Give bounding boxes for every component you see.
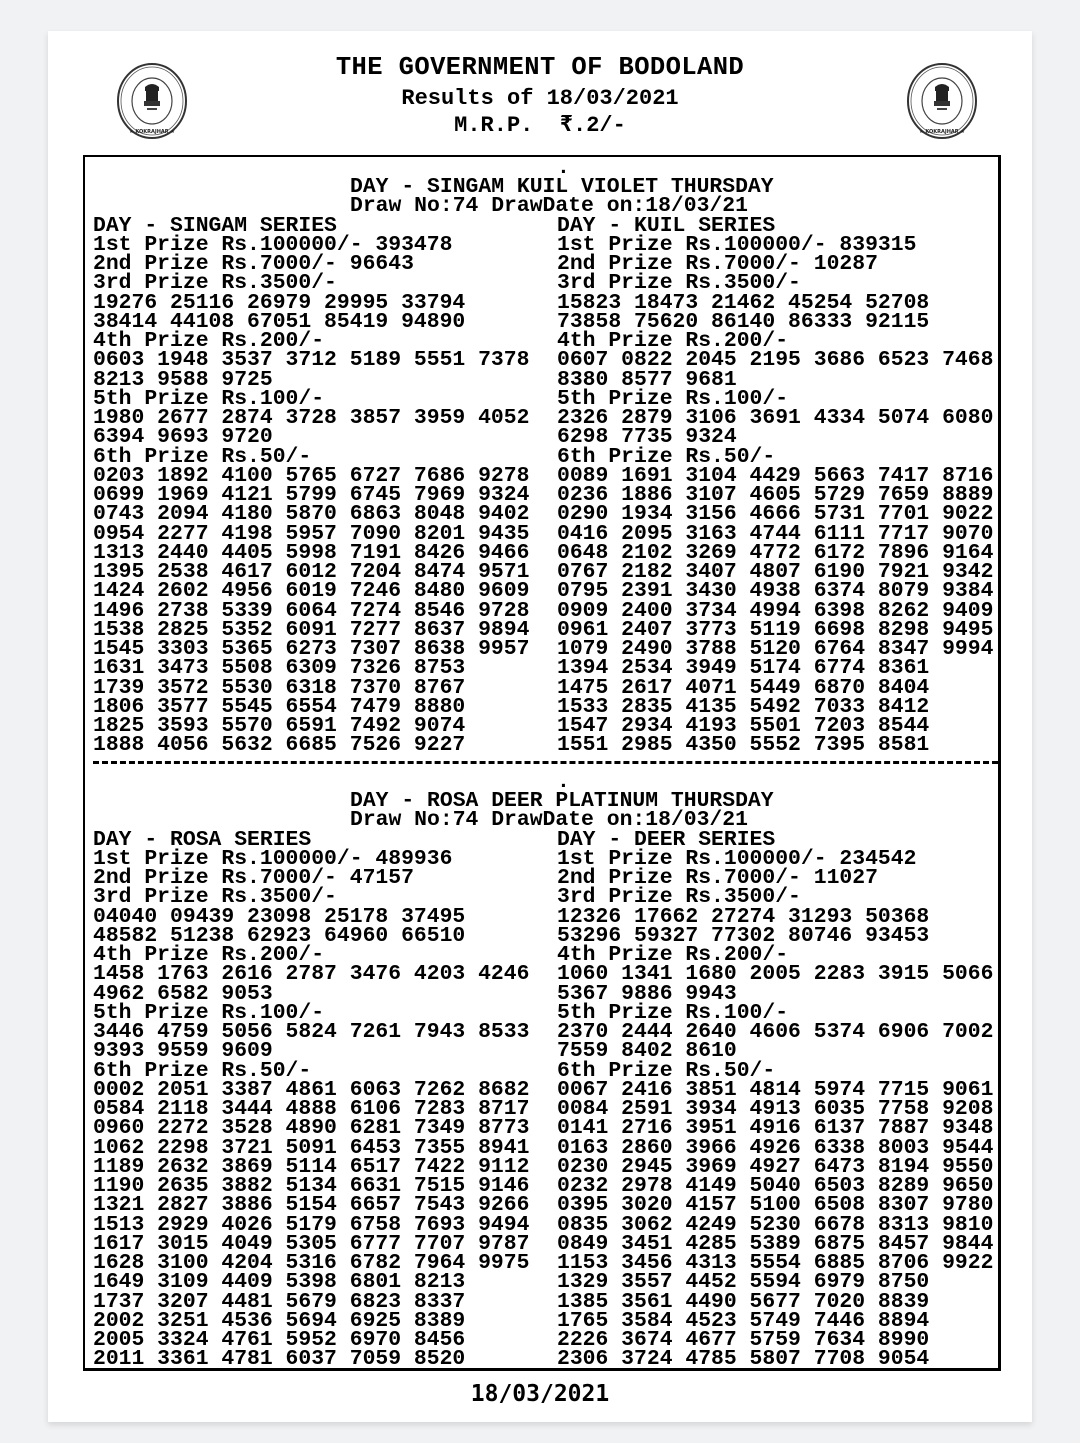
mrp-price: M.R.P. ₹.2/- xyxy=(454,113,626,138)
sixth-prize-numbers: 0163 2860 3966 4926 6338 8003 9544 xyxy=(557,1135,994,1160)
fifth-prize-numbers: 2326 2879 3106 3691 4334 5074 6080 xyxy=(557,406,994,430)
third-prize-label: 3rd Prize Rs.3500/- xyxy=(93,271,337,296)
sixth-prize-numbers: 0835 3062 4249 5230 6678 8313 9810 xyxy=(557,1212,994,1237)
third-prize-numbers: 48582 51238 62923 64960 66510 xyxy=(93,923,466,948)
sixth-prize-numbers: 0067 2416 3851 4814 5974 7715 9061 xyxy=(557,1077,994,1102)
sixth-prize-label: 6th Prize Rs.50/- xyxy=(557,1058,776,1083)
first-prize: 1st Prize Rs.100000/- 234542 xyxy=(557,846,917,871)
sixth-prize-numbers: 1513 2929 4026 5179 6758 7693 9494 xyxy=(93,1212,530,1237)
sixth-prize-numbers: 0084 2591 3934 4913 6035 7758 9208 xyxy=(557,1097,994,1121)
fifth-prize-numbers: 9393 9559 9609 xyxy=(93,1039,273,1064)
sixth-prize-numbers: 1538 2825 5352 6091 7277 8637 9894 xyxy=(93,617,530,642)
fourth-prize-numbers: 0603 1948 3537 3712 5189 5551 7378 xyxy=(93,348,530,373)
draw-info: Draw No:74 DrawDate on:18/03/21 xyxy=(350,194,748,219)
sixth-prize-numbers: 0141 2716 3951 4916 6137 7887 9348 xyxy=(557,1116,994,1141)
sixth-prize-numbers: 0960 2272 3528 4890 6281 7349 8773 xyxy=(93,1116,530,1141)
sixth-prize-numbers: 0290 1934 3156 4666 5731 7701 9022 xyxy=(557,502,994,527)
sixth-prize-numbers: 1321 2827 3886 5154 6657 7543 9266 xyxy=(93,1193,530,1218)
sixth-prize-numbers: 0909 2400 3734 4994 6398 8262 9409 xyxy=(557,598,994,623)
fourth-prize-numbers: 4962 6582 9053 xyxy=(93,981,273,1006)
third-prize-numbers: 53296 59327 77302 80746 93453 xyxy=(557,923,930,948)
sixth-prize-numbers: 0203 1892 4100 5765 6727 7686 9278 xyxy=(93,463,530,488)
sixth-prize-numbers: 0849 3451 4285 5389 6875 8457 9844 xyxy=(557,1231,994,1256)
sixth-prize-numbers: 0230 2945 3969 4927 6473 8194 9550 xyxy=(557,1154,994,1179)
sixth-prize-numbers: 1551 2985 4350 5552 7395 8581 xyxy=(557,733,930,758)
fifth-prize-label: 5th Prize Rs.100/- xyxy=(93,386,325,411)
third-prize-numbers: 15823 18473 21462 45254 52708 xyxy=(557,290,930,315)
draw-heading: DAY - SINGAM KUIL VIOLET THURSDAY xyxy=(350,175,774,199)
sixth-prize-numbers: 1631 3473 5508 6309 7326 8753 xyxy=(93,656,466,681)
sixth-prize-numbers: 1547 2934 4193 5501 7203 8544 xyxy=(557,714,930,738)
sixth-prize-label: 6th Prize Rs.50/- xyxy=(93,1058,312,1083)
fourth-prize-numbers: 8380 8577 9681 xyxy=(557,367,737,392)
sixth-prize-numbers: 2226 3674 4677 5759 7634 8990 xyxy=(557,1328,930,1352)
result-sheet xyxy=(48,31,1032,1422)
third-prize-numbers: 38414 44108 67051 85419 94890 xyxy=(93,309,466,334)
sixth-prize-numbers: 1062 2298 3721 5091 6453 7355 8941 xyxy=(93,1135,530,1160)
section-divider xyxy=(93,761,998,764)
footer-date: 18/03/2021 xyxy=(470,1381,610,1407)
sixth-prize-label: 6th Prize Rs.50/- xyxy=(557,444,776,469)
series-name: DAY - SINGAM SERIES xyxy=(93,213,337,238)
sixth-prize-numbers: 1385 3561 4490 5677 7020 8839 xyxy=(557,1289,930,1314)
sixth-prize-numbers: 0002 2051 3387 4861 6063 7262 8682 xyxy=(93,1077,530,1102)
sixth-prize-numbers: 0416 2095 3163 4744 6111 7717 9070 xyxy=(557,521,994,546)
section-dot: . xyxy=(557,156,570,180)
sixth-prize-numbers: 1189 2632 3869 5114 6517 7422 9112 xyxy=(93,1154,530,1179)
sixth-prize-numbers: 1533 2835 4135 5492 7033 8412 xyxy=(557,694,930,719)
second-prize: 2nd Prize Rs.7000/- 96643 xyxy=(93,252,414,276)
sixth-prize-numbers: 0954 2277 4198 5957 7090 8201 9435 xyxy=(93,521,530,546)
fourth-prize-numbers: 8213 9588 9725 xyxy=(93,367,273,392)
fourth-prize-label: 4th Prize Rs.200/- xyxy=(557,943,789,967)
fourth-prize-label: 4th Prize Rs.200/- xyxy=(93,943,325,967)
first-prize: 1st Prize Rs.100000/- 839315 xyxy=(557,232,917,257)
sixth-prize-numbers: 1765 3584 4523 5749 7446 8894 xyxy=(557,1308,930,1333)
fifth-prize-label: 5th Prize Rs.100/- xyxy=(557,386,789,411)
third-prize-numbers: 04040 09439 23098 25178 37495 xyxy=(93,904,466,929)
fifth-prize-label: 5th Prize Rs.100/- xyxy=(93,1000,325,1025)
sixth-prize-numbers: 1888 4056 5632 6685 7526 9227 xyxy=(93,733,466,758)
fifth-prize-numbers: 3446 4759 5056 5824 7261 7943 8533 xyxy=(93,1020,530,1044)
fifth-prize-label: 5th Prize Rs.100/- xyxy=(557,1000,789,1025)
sixth-prize-numbers: 1825 3593 5570 6591 7492 9074 xyxy=(93,714,466,738)
fourth-prize-numbers: 1060 1341 1680 2005 2283 3915 5066 xyxy=(557,962,994,987)
sixth-prize-numbers: 0699 1969 4121 5799 6745 7969 9324 xyxy=(93,483,530,507)
sixth-prize-numbers: 0767 2182 3407 4807 6190 7921 9342 xyxy=(557,560,994,584)
results-frame xyxy=(83,155,1001,1371)
sixth-prize-numbers: 1496 2738 5339 6064 7274 8546 9728 xyxy=(93,598,530,623)
sixth-prize-numbers: 1649 3109 4409 5398 6801 8213 xyxy=(93,1270,466,1295)
fourth-prize-numbers: 0607 0822 2045 2195 3686 6523 7468 xyxy=(557,348,994,373)
sixth-prize-numbers: 0743 2094 4180 5870 6863 8048 9402 xyxy=(93,502,530,527)
sixth-prize-numbers: 1545 3303 5365 6273 7307 8638 9957 xyxy=(93,637,530,661)
sixth-prize-numbers: 0584 2118 3444 4888 6106 7283 8717 xyxy=(93,1097,530,1121)
sixth-prize-numbers: 0232 2978 4149 5040 6503 8289 9650 xyxy=(557,1174,994,1198)
sixth-prize-numbers: 1739 3572 5530 6318 7370 8767 xyxy=(93,675,466,700)
fifth-prize-numbers: 6298 7735 9324 xyxy=(557,425,737,450)
fourth-prize-numbers: 5367 9886 9943 xyxy=(557,981,737,1006)
second-prize: 2nd Prize Rs.7000/- 47157 xyxy=(93,866,414,890)
sixth-prize-numbers: 1395 2538 4617 6012 7204 8474 9571 xyxy=(93,560,530,584)
sixth-prize-numbers: 2005 3324 4761 5952 6970 8456 xyxy=(93,1328,466,1352)
sixth-prize-numbers: 2011 3361 4781 6037 7059 8520 xyxy=(93,1347,466,1372)
sixth-prize-numbers: 0961 2407 3773 5119 6698 8298 9495 xyxy=(557,617,994,642)
series-name: DAY - DEER SERIES xyxy=(557,827,776,852)
fifth-prize-numbers: 7559 8402 8610 xyxy=(557,1039,737,1064)
fifth-prize-numbers: 2370 2444 2640 4606 5374 6906 7002 xyxy=(557,1020,994,1044)
sixth-prize-numbers: 1394 2534 3949 5174 6774 8361 xyxy=(557,656,930,681)
fifth-prize-numbers: 6394 9693 9720 xyxy=(93,425,273,450)
sixth-prize-numbers: 1806 3577 5545 6554 7479 8880 xyxy=(93,694,466,719)
sixth-prize-label: 6th Prize Rs.50/- xyxy=(93,444,312,469)
sixth-prize-numbers: 1190 2635 3882 5134 6631 7515 9146 xyxy=(93,1174,530,1198)
sixth-prize-numbers: 2002 3251 4536 5694 6925 8389 xyxy=(93,1308,466,1333)
sixth-prize-numbers: 1153 3456 4313 5554 6885 8706 9922 xyxy=(557,1251,994,1275)
second-prize: 2nd Prize Rs.7000/- 11027 xyxy=(557,866,878,890)
second-prize: 2nd Prize Rs.7000/- 10287 xyxy=(557,252,878,276)
sixth-prize-numbers: 1079 2490 3788 5120 6764 8347 9994 xyxy=(557,637,994,661)
fourth-prize-label: 4th Prize Rs.200/- xyxy=(557,329,789,353)
sixth-prize-numbers: 0089 1691 3104 4429 5663 7417 8716 xyxy=(557,463,994,488)
sixth-prize-numbers: 0795 2391 3430 4938 6374 8079 9384 xyxy=(557,579,994,604)
third-prize-numbers: 12326 17662 27274 31293 50368 xyxy=(557,904,930,929)
draw-heading: DAY - ROSA DEER PLATINUM THURSDAY xyxy=(350,789,774,813)
third-prize-numbers: 19276 25116 26979 29995 33794 xyxy=(93,290,466,315)
first-prize: 1st Prize Rs.100000/- 393478 xyxy=(93,232,453,257)
third-prize-numbers: 73858 75620 86140 86333 92115 xyxy=(557,309,930,334)
sixth-prize-numbers: 0395 3020 4157 5100 6508 8307 9780 xyxy=(557,1193,994,1218)
sixth-prize-numbers: 1313 2440 4405 5998 7191 8426 9466 xyxy=(93,540,530,565)
third-prize-label: 3rd Prize Rs.3500/- xyxy=(557,271,801,296)
series-name: DAY - KUIL SERIES xyxy=(557,213,776,238)
section-dot: . xyxy=(557,770,570,794)
sixth-prize-numbers: 1628 3100 4204 5316 6782 7964 9975 xyxy=(93,1251,530,1275)
third-prize-label: 3rd Prize Rs.3500/- xyxy=(93,885,337,910)
sixth-prize-numbers: 2306 3724 4785 5807 7708 9054 xyxy=(557,1347,930,1372)
sixth-prize-numbers: 1737 3207 4481 5679 6823 8337 xyxy=(93,1289,466,1314)
svg-text:★ KOKRAJHAR ★: ★ KOKRAJHAR ★ xyxy=(129,129,175,135)
sixth-prize-numbers: 1475 2617 4071 5449 6870 8404 xyxy=(557,675,930,700)
sixth-prize-numbers: 1424 2602 4956 6019 7246 8480 9609 xyxy=(93,579,530,604)
draw-info: Draw No:74 DrawDate on:18/03/21 xyxy=(350,808,748,833)
sixth-prize-numbers: 0648 2102 3269 4772 6172 7896 9164 xyxy=(557,540,994,565)
results-date: Results of 18/03/2021 xyxy=(401,86,679,111)
svg-text:★ KOKRAJHAR ★: ★ KOKRAJHAR ★ xyxy=(919,129,965,135)
fourth-prize-label: 4th Prize Rs.200/- xyxy=(93,329,325,353)
sixth-prize-numbers: 1329 3557 4452 5594 6979 8750 xyxy=(557,1270,930,1295)
fourth-prize-numbers: 1458 1763 2616 2787 3476 4203 4246 xyxy=(93,962,530,987)
series-name: DAY - ROSA SERIES xyxy=(93,827,312,852)
third-prize-label: 3rd Prize Rs.3500/- xyxy=(557,885,801,910)
sixth-prize-numbers: 1617 3015 4049 5305 6777 7707 9787 xyxy=(93,1231,530,1256)
sixth-prize-numbers: 0236 1886 3107 4605 5729 7659 8889 xyxy=(557,483,994,507)
page-title: THE GOVERNMENT OF BODOLAND xyxy=(335,53,745,82)
first-prize: 1st Prize Rs.100000/- 489936 xyxy=(93,846,453,871)
fifth-prize-numbers: 1980 2677 2874 3728 3857 3959 4052 xyxy=(93,406,530,430)
